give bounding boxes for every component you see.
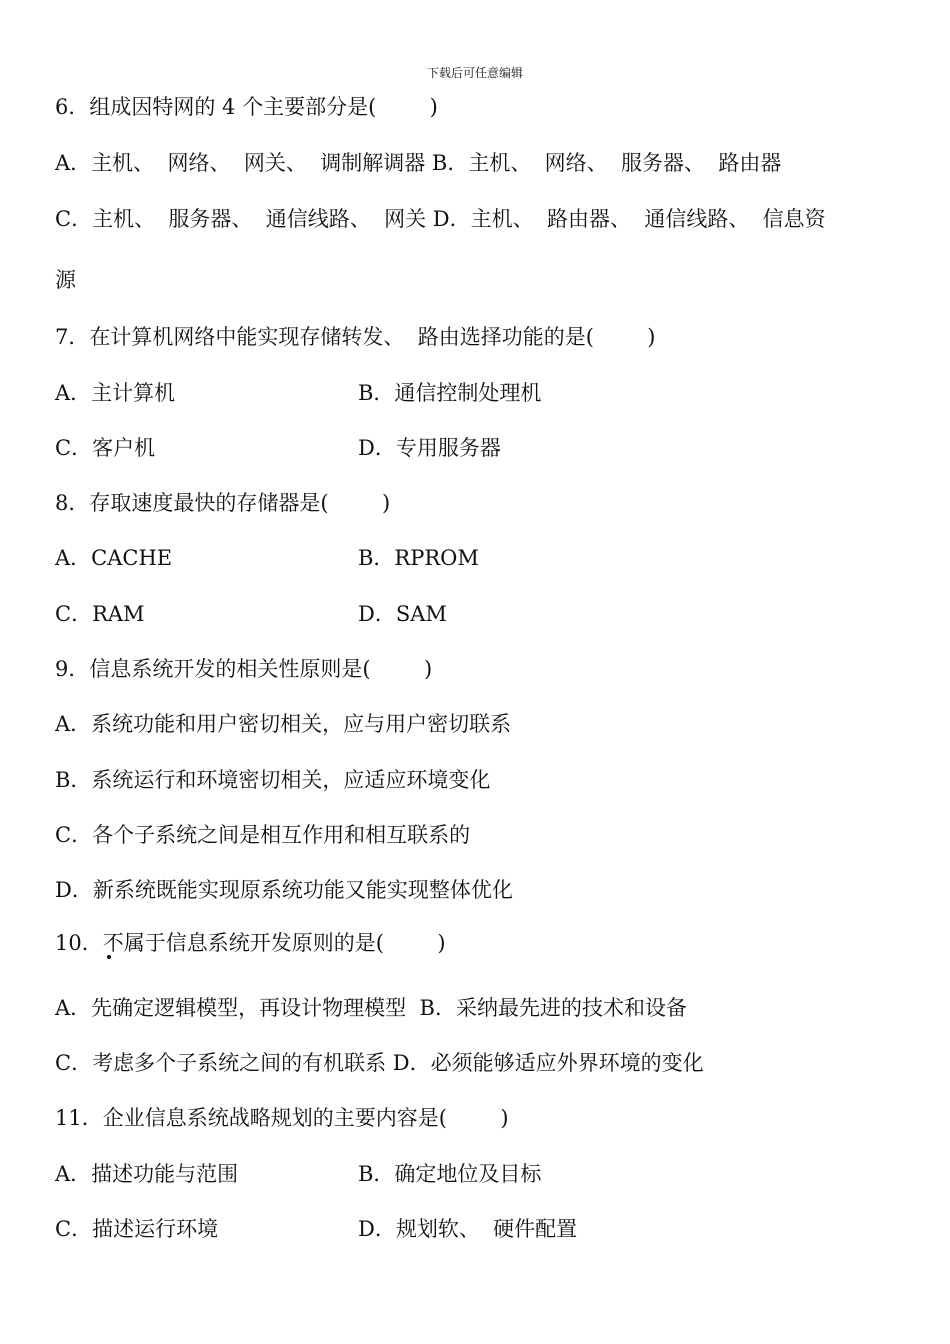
question-7-option-d: D．专用服务器 xyxy=(358,436,501,460)
question-11-option-a: A．描述功能与范围 xyxy=(55,1162,239,1186)
question-7-option-b: B．通信控制处理机 xyxy=(358,381,542,405)
question-10-stem: 10．不属于信息系统开发原则的是( ) xyxy=(55,931,446,955)
question-9-option-b: B．系统运行和环境密切相关，应适应环境变化 xyxy=(55,768,491,792)
question-7-option-c: C．客户机 xyxy=(55,436,156,460)
question-10-options-cd: C．考虑多个子系统之间的有机联系 D．必须能够适应外界环境的变化 xyxy=(55,1051,704,1075)
question-11-option-d: D．规划软、 硬件配置 xyxy=(358,1217,578,1241)
question-6-stem: 6．组成因特网的 4 个主要部分是( ) xyxy=(55,95,438,119)
page-header: 下载后可任意编辑 xyxy=(426,66,523,80)
question-11-option-c: C．描述运行环境 xyxy=(55,1217,219,1241)
question-9-option-a: A．系统功能和用户密切相关，应与用户密切联系 xyxy=(55,712,512,736)
question-6-options-ab: A．主机、 网络、 网关、 调制解调器 B．主机、 网络、 服务器、 路由器 xyxy=(55,151,782,175)
question-9-option-c: C．各个子系统之间是相互作用和相互联系的 xyxy=(55,823,471,847)
question-7-stem: 7．在计算机网络中能实现存储转发、 路由选择功能的是( ) xyxy=(55,325,656,349)
question-8-option-d: D．SAM xyxy=(358,602,447,626)
question-7-option-a: A．主计算机 xyxy=(55,381,176,405)
question-9-stem: 9．信息系统开发的相关性原则是( ) xyxy=(55,657,433,681)
question-10-options-ab: A．先确定逻辑模型，再设计物理模型 B．采纳最先进的技术和设备 xyxy=(55,996,687,1020)
question-8-stem: 8．存取速度最快的存储器是( ) xyxy=(55,491,391,515)
question-9-option-d: D．新系统既能实现原系统功能又能实现整体优化 xyxy=(55,878,513,902)
question-8-option-b: B．RPROM xyxy=(358,546,479,570)
question-6-options-cd: C．主机、 服务器、 通信线路、 网关 D．主机、 路由器、 通信线路、 信息资 xyxy=(55,207,826,231)
emphasis-dot xyxy=(107,955,111,959)
question-8-option-c: C．RAM xyxy=(55,602,145,626)
question-11-stem: 11．企业信息系统战略规划的主要内容是( ) xyxy=(55,1106,509,1130)
question-6-options-cd-wrap: 源 xyxy=(55,268,76,292)
question-11-option-b: B．确定地位及目标 xyxy=(358,1162,542,1186)
question-8-option-a: A．CACHE xyxy=(55,546,173,570)
